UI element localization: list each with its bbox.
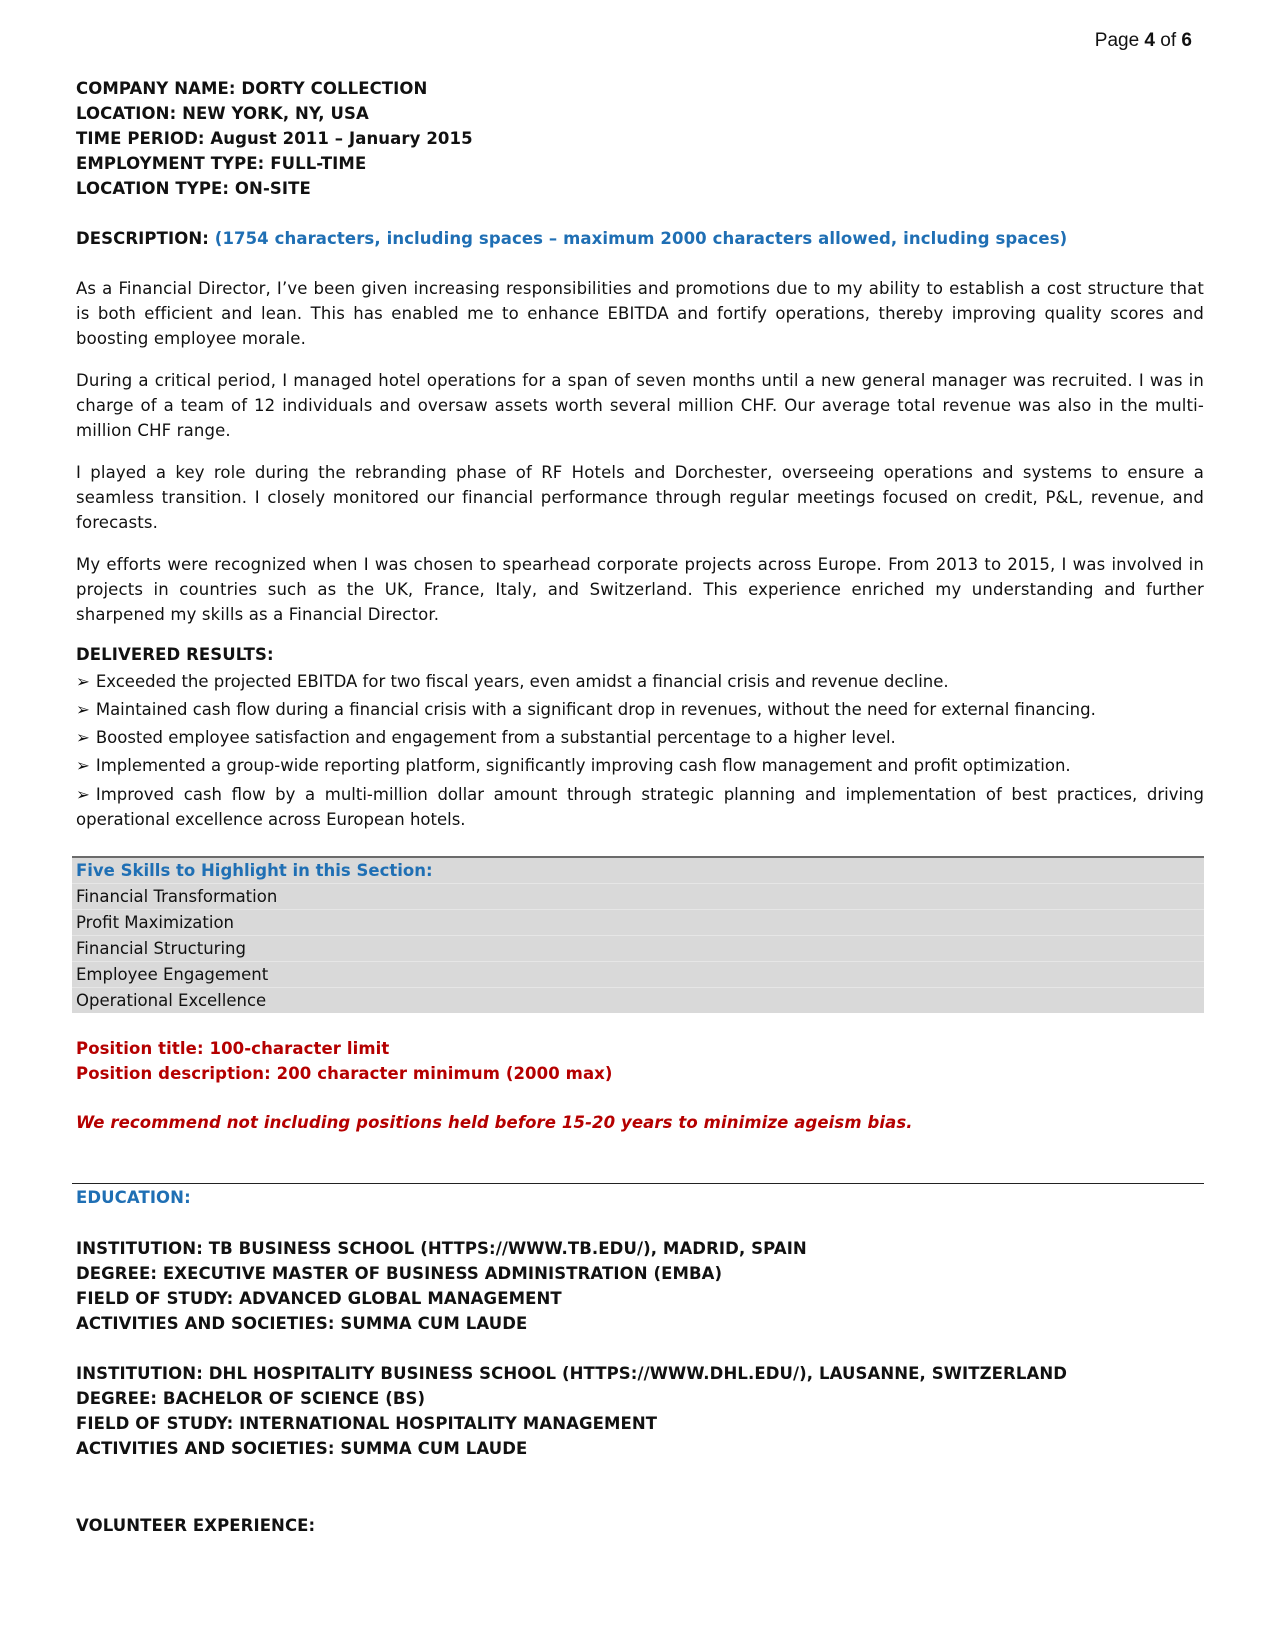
location: LOCATION: NEW YORK, NY, USA xyxy=(76,104,369,123)
education-field: FIELD OF STUDY: INTERNATIONAL HOSPITALITY MANAGEMENT xyxy=(76,1414,658,1433)
title-limit-note: Position title: 100-character limit xyxy=(76,1039,390,1058)
skill-item: Profit Maximization xyxy=(72,910,1204,936)
list-item: ➢ Boosted employee satisfaction and engagement from a substantial percentage to a higher level. xyxy=(76,724,1204,752)
list-item: ➢ Exceeded the projected EBITDA for two fiscal years, even amidst a financial crisis and revenue decline. xyxy=(76,668,1204,696)
ageism-recommendation: We recommend not including positions held before 15-20 years to minimize ageism bias. xyxy=(76,1113,913,1132)
time-period: TIME PERIOD: August 2011 – January 2015 xyxy=(76,129,473,148)
education-heading: EDUCATION: xyxy=(76,1188,191,1207)
description-paragraph: My efforts were recognized when I was chosen to spearhead corporate projects across Europe. From 2013 to 2015, I was involved in projects in countries such as the UK, France, Italy, and Switzerland. This experience enriched my understanding and further sharpened my skills as a Financial Director. xyxy=(76,555,1204,624)
volunteer-heading: VOLUNTEER EXPERIENCE: xyxy=(76,1516,316,1535)
arrow-bullet-icon: ➢ xyxy=(76,728,90,747)
skill-item: Employee Engagement xyxy=(72,962,1204,988)
education-field: FIELD OF STUDY: ADVANCED GLOBAL MANAGEMENT xyxy=(76,1289,562,1308)
page-current: 4 xyxy=(1144,30,1155,51)
list-item: ➢ Implemented a group-wide reporting platform, significantly improving cash flow management and profit optimization. xyxy=(76,752,1204,780)
location-type: LOCATION TYPE: ON-SITE xyxy=(76,179,311,198)
page-number xyxy=(1095,30,1192,52)
skill-item: Financial Transformation xyxy=(72,884,1204,910)
education-degree: DEGREE: BACHELOR OF SCIENCE (BS) xyxy=(76,1389,426,1408)
description-limit-note: Position description: 200 character minimum (2000 max) xyxy=(76,1064,613,1083)
education-activities: ACTIVITIES AND SOCIETIES: SUMMA CUM LAUDE xyxy=(76,1314,528,1333)
arrow-bullet-icon: ➢ xyxy=(76,785,90,804)
list-item: ➢ Maintained cash flow during a financial crisis with a significant drop in revenues, without the need for external financing. xyxy=(76,696,1204,724)
education-degree: DEGREE: EXECUTIVE MASTER OF BUSINESS ADMINISTRATION (EMBA) xyxy=(76,1264,723,1283)
description-char-note: (1754 characters, including spaces – maximum 2000 characters allowed, including spaces) xyxy=(214,229,1068,248)
arrow-bullet-icon: ➢ xyxy=(76,700,90,719)
skills-highlight-box xyxy=(72,856,1204,1013)
arrow-bullet-icon: ➢ xyxy=(76,756,90,775)
education-institution: INSTITUTION: DHL HOSPITALITY BUSINESS SCHOOL (HTTPS://WWW.DHL.EDU/), LAUSANNE, SWITZERLAND xyxy=(76,1364,1068,1383)
description-paragraph: During a critical period, I managed hotel operations for a span of seven months until a new general manager was recruited. I was in charge of a team of 12 individuals and oversaw assets worth several million CHF. Our average total revenue was also in the multi-million CHF range. xyxy=(76,371,1204,440)
description-heading xyxy=(76,226,1067,251)
list-item: ➢ Improved cash flow by a multi-million dollar amount through strategic planning and implementation of best practices, driving operational excellence across European hotels. xyxy=(76,780,1204,832)
skill-item: Financial Structuring xyxy=(72,936,1204,962)
page-label: Page xyxy=(1094,30,1140,51)
page-of: of xyxy=(1160,30,1177,51)
education-activities: ACTIVITIES AND SOCIETIES: SUMMA CUM LAUDE xyxy=(76,1439,528,1458)
section-divider xyxy=(72,1183,1204,1184)
arrow-bullet-icon: ➢ xyxy=(76,672,90,691)
description-paragraph: I played a key role during the rebranding phase of RF Hotels and Dorchester, overseeing operations and systems to ensure a seamless transition. I closely monitored our financial performance through regular meetings focused on credit, P&L, revenue, and forecasts. xyxy=(76,463,1204,532)
delivered-results-list xyxy=(76,668,1204,832)
employment-type: EMPLOYMENT TYPE: FULL-TIME xyxy=(76,154,367,173)
skill-item: Operational Excellence xyxy=(76,991,267,1010)
delivered-results-heading: DELIVERED RESULTS: xyxy=(76,645,274,664)
description-paragraph: As a Financial Director, I’ve been given increasing responsibilities and promotions due to my ability to establish a cost structure that is both efficient and lean. This has enabled me to enhance EBITDA and fortify operations, thereby improving quality scores and boosting employee morale. xyxy=(76,279,1204,348)
company-name: COMPANY NAME: DORTY COLLECTION xyxy=(76,79,428,98)
education-institution: INSTITUTION: TB BUSINESS SCHOOL (HTTPS://WWW.TB.EDU/), MADRID, SPAIN xyxy=(76,1239,807,1258)
page-total: 6 xyxy=(1181,30,1192,51)
skills-title: Five Skills to Highlight in this Section: xyxy=(72,858,1204,884)
description-label: DESCRIPTION: xyxy=(76,229,209,248)
